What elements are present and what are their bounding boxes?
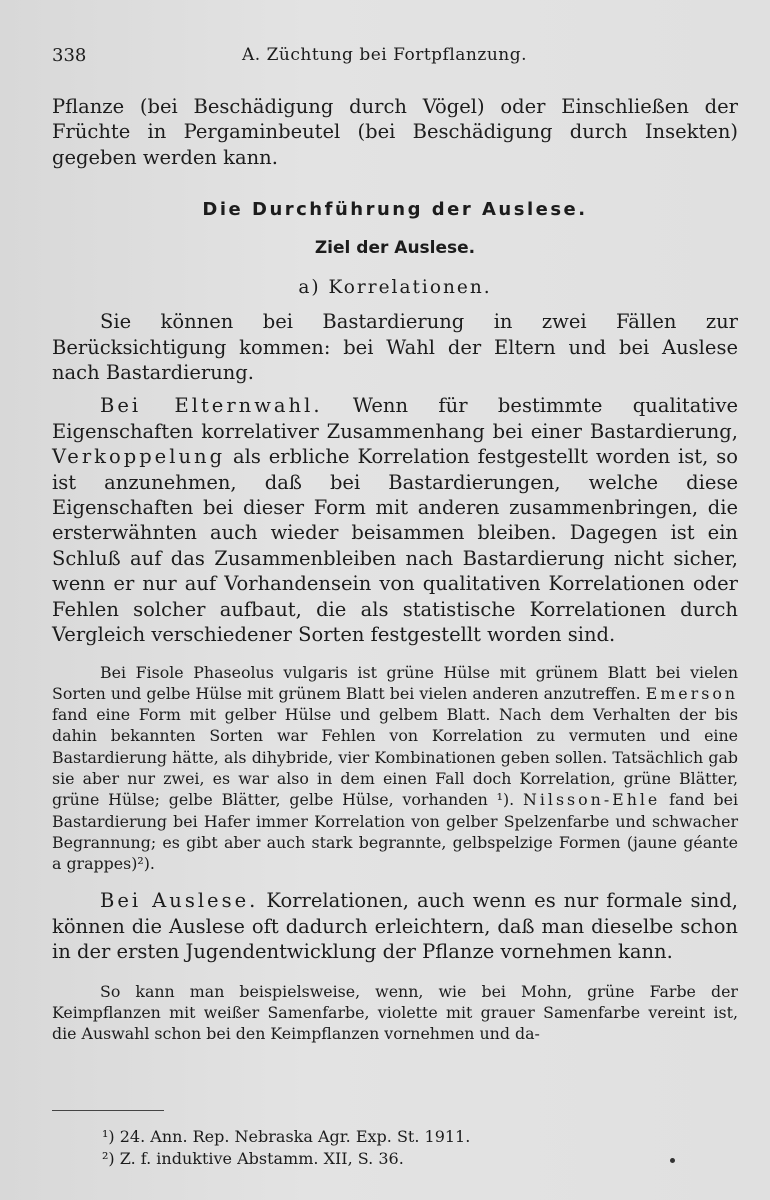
page-number: 338 (52, 45, 87, 66)
footnote-2: ²) Z. f. induktive Abstamm. XII, S. 36. (102, 1149, 404, 1168)
small-1-text-3: fand bei Bastardierung bei Hafer immer Korrelation von gelber Spelzenfarbe und schwacher Begrannung; es gibt aber auch stark begrannte, gelbspelzige Formen (jaune géante a grappes)²). (52, 790, 739, 874)
page-body (52, 94, 738, 1045)
intro-paragraph: Pflanze (bei Beschädigung durch Vögel) oder Einschließen der Früchte in Pergaminbeutel (bei Beschädigung durch Insekten) gegeben werden kann. (52, 95, 738, 169)
small-print-example-2: So kann man beispielsweise, wenn, wie bei Mohn, grüne Farbe der Keimpflanzen mit weißer Samenfarbe, violette mit grauer Samenfarbe vereint ist, die Auswahl schon bei den Keimpflanzen vornehmen und da- (52, 981, 738, 1044)
footnote-rule (52, 1110, 164, 1111)
subheading: a) Korrelationen. (298, 277, 492, 299)
running-title: A. Züchtung bei Fortpflanzung. (242, 45, 528, 65)
footnote-1: ¹) 24. Ann. Rep. Nebraska Agr. Exp. St. 1911. (102, 1127, 471, 1146)
small-1-text-1: Bei Fisole Phaseolus vulgaris ist grüne Hülse mit grünem Blatt bei vielen Sorten und gelbe Hülse mit grünem Blatt bei vielen anderen anzutreffen. (52, 662, 738, 703)
paragraph-2-text-1: Wenn für bestimmte qualitative Eigenschaften korrelativer Zusammenhang bei einer Bastardierung, (52, 394, 739, 443)
paragraph-1: Sie können bei Bastardierung in zwei Fällen zur Berücksichtigung kommen: bei Wahl der Eltern und bei Auslese nach Bastardierung. (52, 310, 738, 385)
running-header (52, 45, 720, 71)
ink-speck (670, 1158, 675, 1163)
subsection-title: Ziel der Auslese. (314, 238, 476, 259)
paragraph-3 (52, 888, 738, 964)
name-nilsson-ehle: Nilsson-Ehle (523, 790, 661, 810)
section-title: Die Durchführung der Auslese. (202, 199, 588, 221)
term-verkoppelung: Verkoppelung (52, 445, 226, 469)
small-1-text-2: fand eine Form mit gelber Hülse und gelbem Blatt. Nach dem Verhalten der bis dahin bekannten Sorten war Fehlen von Korrelation zu vermuten und eine Bastardierung hätte, als dihybride, vier Kombinationen geben sollen. Tatsächlich gab sie aber nur zwei, es war also in dem einen Fall doch Korrelation, grüne Blätter, grüne Hülse; gelbe Blätter, gelbe Hülse, vorhanden ¹). (52, 705, 738, 810)
paragraph-2 (52, 393, 738, 647)
small-print-example-1 (52, 662, 738, 875)
paragraph-3-text: Korrelationen, auch wenn es nur formale sind, können die Auslese oft dadurch erleichtern, daß man dieselbe schon in der ersten Jugendentwicklung der Pflanze vornehmen kann. (52, 889, 739, 964)
paragraph-2-lead: Bei Elternwahl. (100, 394, 323, 418)
paragraph-2-text-2: als erbliche Korrelation festgestellt worden ist, so ist anzunehmen, daß bei Bastardierungen, welche diese Eigenschaften bei dieser Form mit anderen zusammenbringen, die ersterwähnten auch wieder beisammen bleiben. Dagegen ist ein Schluß auf das Zusammenbleiben nach Bastardierung nicht sicher, wenn er nur auf Vorhandensein von qualitativen Korrelationen oder Fehlen solcher aufbaut, die als statistische Korrelationen durch Vergleich verschiedener Sorten festgestellt worden sind. (52, 445, 738, 647)
name-emerson: Emerson (645, 683, 738, 703)
paragraph-3-lead: Bei Auslese. (100, 889, 259, 913)
